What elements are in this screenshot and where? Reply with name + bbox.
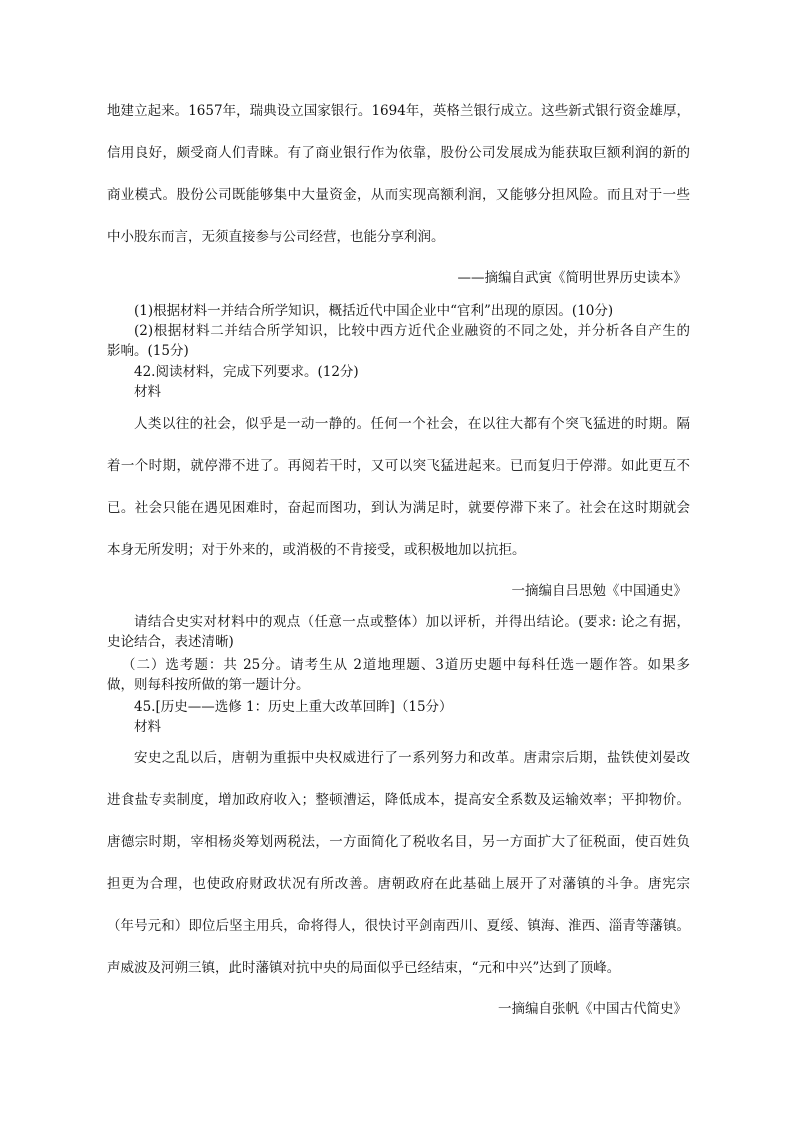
material-one-source: ——摘编自武寅《简明世界历史读本》 (457, 270, 687, 286)
q42-requirement-line2: 史论结合，表述清晰) (107, 634, 234, 650)
material-one-line-1: 地建立起来。1657年，瑞典设立国家银行。1694年，英格兰银行成立。这些新式银行资金雄厚， (107, 103, 690, 119)
q42-material-line-4: 本身无所发明；对于外来的，或消极的不肯接受，或积极地加以抗拒。 (107, 542, 526, 558)
q45-material-line-6: 声威波及河朔三镇，此时藩镇对抗中央的局面似乎已经结束，“元和中兴”达到了顶峰。 (107, 960, 621, 976)
q45-title: 45.[历史——选修 1：历史上重大改革回眸]（15分） (134, 699, 453, 715)
q42-material-line-2: 着一个时期，就停滞不进了。再阅若干时，又可以突飞猛进起来。已而复归于停滞。如此更互不 (107, 458, 690, 474)
q42-material-line-1: 人类以往的社会，似乎是一动一静的。任何一个社会，在以往大都有个突飞猛进的时期。隔 (134, 416, 690, 432)
q45-source: 一摘编自张帆《中国古代简史》 (498, 1001, 687, 1017)
material-one-line-3: 商业模式。股份公司既能够集中大量资金，从而实现高额利润，又能够分担风险。而且对于一些 (107, 187, 690, 203)
q41-sub2-line1: (2)根据材料二并结合所学知识，比较中西方近代企业融资的不同之处，并分析各自产生的 (134, 323, 690, 339)
q41-sub1: (1)根据材料一并结合所学知识，概括近代中国企业中“官利”出现的原因。(10分) (134, 303, 614, 319)
q42-source: 一摘编自吕思勉《中国通史》 (511, 583, 687, 599)
q45-material-line-1: 安史之乱以后，唐朝为重振中央权威进行了一系列努力和改革。唐肃宗后期，盐铁使刘晏改 (134, 750, 690, 766)
q45-material-label: 材料 (134, 719, 161, 735)
material-one-line-2: 信用良好，颇受商人们青睐。有了商业银行作为依靠，股份公司发展成为能获取巨额利润的新的 (107, 145, 690, 161)
q45-material-line-3: 唐德宗时期，宰相杨炎筹划两税法，一方面简化了税收名目，另一方面扩大了征税面，使百姓负 (107, 834, 690, 850)
q42-requirement-line1: 请结合史实对材料中的观点（任意一点或整体）加以评析，并得出结论。(要求: 论之有据， (134, 614, 690, 630)
material-one-line-4: 中小股东而言，无须直接参与公司经营，也能分享利润。 (107, 229, 445, 245)
q41-sub2-line2: 影响。(15分) (107, 343, 189, 359)
q42-material-label: 材料 (134, 384, 161, 400)
q45-material-line-4: 担更为合理，也使政府财政状况有所改善。唐朝政府在此基础上展开了对藩镇的斗争。唐宪宗 (107, 876, 690, 892)
q45-material-line-5: （年号元和）即位后坚主用兵，命将得人，很快讨平剑南西川、夏绥、镇海、淮西、淄青等藩镇。 (107, 918, 690, 934)
q45-material-line-2: 进食盐专卖制度，增加政府收入；整顿漕运，降低成本，提高安全系数及运输效率；平抑物价。 (107, 792, 690, 808)
section2-line1: （二）选考题：共 25分。请考生从 2道地理题、3道历史题中每科任选一题作答。如果多 (122, 657, 690, 673)
q42-title: 42.阅读材料，完成下列要求。(12分) (134, 364, 359, 380)
q42-material-line-3: 已。社会只能在遇见困难时，奋起而图功，到认为满足时，就要停滞下来了。社会在这时期就会 (107, 500, 690, 516)
section2-line2: 做，则每科按所做的第一题计分。 (107, 677, 310, 693)
